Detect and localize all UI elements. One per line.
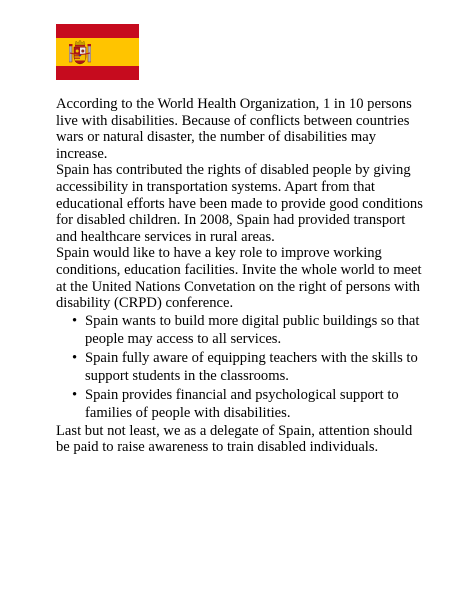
list-item [56, 349, 428, 386]
paragraph-spain-role: Spain would like to have a key role to improve working conditions, education facilities. Invite the whole world to meet at the United Nations Convetation on the right of persons with disability (CRPD) conference. [56, 245, 422, 312]
document-body [56, 96, 428, 456]
paragraph-who-statistics: According to the World Health Organization, 1 in 10 persons live with disabilities. Because of conflicts between countries wars or natural disaster, the number of disabilities may increase. [56, 96, 412, 162]
spain-flag-icon [56, 24, 139, 80]
flag-red-stripe-top [56, 24, 139, 38]
flag-red-stripe-bottom [56, 66, 139, 80]
list-item [56, 386, 428, 423]
bullet-icon: • [72, 312, 78, 329]
bullet-icon: • [72, 349, 78, 366]
bullet-icon: • [72, 386, 78, 403]
bullet-list [56, 312, 428, 423]
list-item-text: Spain fully aware of equipping teachers with the skills to support students in the classrooms. [85, 349, 418, 385]
paragraph-spain-contributions: Spain has contributed the rights of disabled people by giving accessibility in transportation systems. Apart from that educational efforts have been made to provide good conditions for disabled children. In 2008, Spain had provided transport and healthcare services in rural areas. [56, 162, 423, 245]
list-item-text: Spain wants to build more digital public buildings so that people may access to all services. [85, 312, 420, 348]
coat-of-arms-icon [69, 40, 91, 66]
list-item-text: Spain provides financial and psychological support to families of people with disabilities. [85, 386, 399, 422]
list-item [56, 312, 428, 349]
paragraph-closing: Last but not least, we as a delegate of Spain, attention should be paid to raise awareness to train disabled individuals. [56, 422, 413, 456]
